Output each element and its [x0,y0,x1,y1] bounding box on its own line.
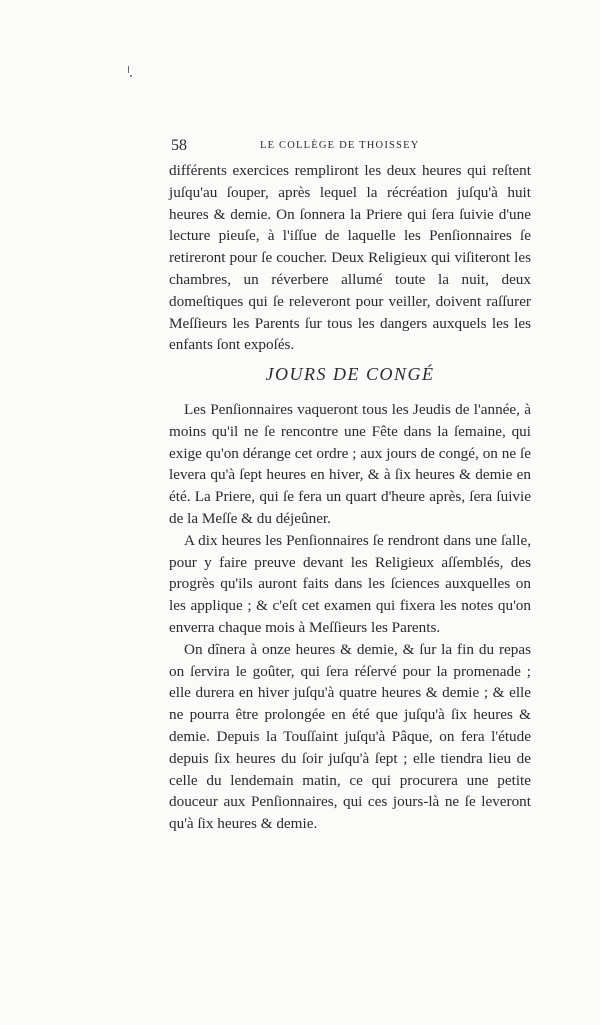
paragraph: On dînera à onze heures & demie, & ſur la fin du repas on ſervira le goûter, qui ſera réſervé pour la promenade ; elle durera en hiver juſqu'à quatre heures & demie ; & elle ne pourra être prolongée en été que juſqu'à ſix heures & demie. Depuis la Touſſaint juſqu'à Pâque, on fera l'étude depuis ſix heures du ſoir juſqu'à ſept ; elle tiendra lieu de celle du lendemain matin, ce qui procurera une petite douceur aux Penſionnaires, qui ces jours-là ne ſe leveront qu'à ſix heures & demie. [169,640,531,833]
section-heading: JOURS DE CONGÉ [265,364,435,384]
running-title: LE COLLÈGE DE THOISSEY [260,140,420,151]
ink-speck [130,75,132,77]
ink-speck [128,66,129,73]
continued-paragraph [169,160,531,356]
page-number: 58 [171,137,187,154]
paragraph: A dix heures les Penſionnaires ſe rendront dans une ſalle, pour y faire preuve devant les Religieux aſſemblés, des progrès qu'ils auront faits dans les ſciences auxquelles on les applique ; & c'eſt cet examen qui fixera les notes qu'on enverra chaque mois à Meſſieurs les Parents. [169,531,531,636]
section-body [169,399,531,835]
paragraph: Les Penſionnaires vaqueront tous les Jeudis de l'année, à moins qu'il ne ſe rencontre une Fête dans la ſemaine, qui exige qu'on dérange cet ordre ; aux jours de congé, on ne ſe levera qu'à ſept heures en hiver, & à ſix heures & demie en été. La Priere, qui ſe fera un quart d'heure après, ſera ſuivie de la Meſſe & du déjeûner. [169,401,531,527]
page-header [171,137,531,159]
opening-paragraph: différents exercices rempliront les deux heures qui reſtent juſqu'au ſouper, après lequel la récréation juſqu'à huit heures & demie. On ſonnera la Priere qui ſera ſuivie d'une lecture pieuſe, à l'iſſue de laquelle les Penſionnaires ſe retireront pour ſe coucher. Deux Religieux qui viſiteront les chambres, un réverbere allumé toute la nuit, deux domeſtiques qui ſe releveront pour veiller, doivent raſſurer Meſſieurs les Parents ſur tous les dangers auxquels les les enfants ſont expoſés. [169,162,531,354]
